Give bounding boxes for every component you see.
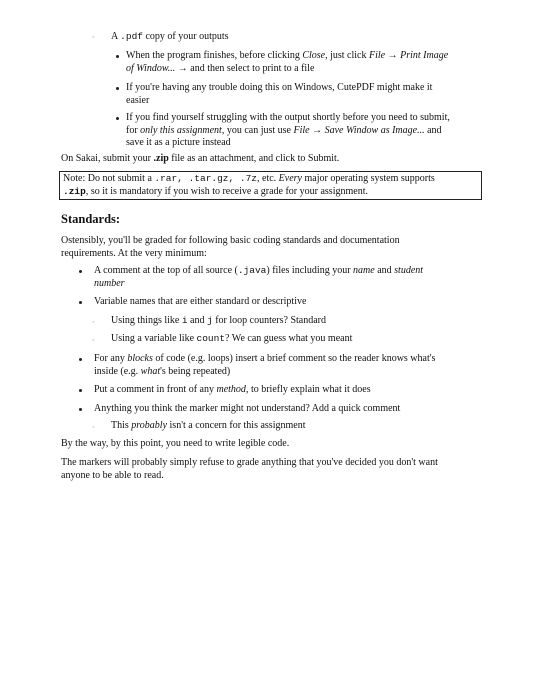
note-box: Note: Do not submit a .rar, .tar.gz, .7z, etc. Every major operating system supports .zip, so it is mandatory if you wish to receive a grade for your assignment.: [59, 171, 482, 200]
outputs-item: A .pdf copy of your outputs: [111, 31, 229, 42]
hollow-bullet: ◦: [92, 318, 95, 326]
count-variable-example: Using a variable like count? We can guess what you meant: [111, 333, 353, 344]
windows-tip: If you're having any trouble doing this on Windows, CutePDF might make it easier: [126, 82, 433, 106]
probably-not-concern: This probably isn't a concern for this assignment: [111, 420, 306, 431]
save-window-tip: If you find yourself struggling with the output shortly before you need to submit, for only this assignment, you can just use File → Save Window as Image... and save it as a picture instead: [126, 112, 450, 148]
standards-intro: Ostensibly, you'll be graded for following basic coding standards and documentation requirements. At the very minimum:: [61, 235, 400, 259]
bullet: [116, 87, 119, 90]
standard-variable-names: Variable names that are either standard or descriptive: [94, 296, 307, 307]
hollow-bullet: ◦: [92, 423, 95, 431]
legible-code-note: By the way, by this point, you need to write legible code.: [61, 438, 290, 449]
markers-refuse-note: The markers will probably simply refuse to grade anything that you've decided you don't want anyone to be able to read.: [61, 457, 438, 481]
hollow-bullet: ◦: [92, 336, 95, 344]
bullet: [79, 408, 82, 411]
print-instructions: When the program finishes, before clicking Close, just click File → Print Image of Window... → and then select to print to a file: [126, 50, 449, 74]
bullet: [79, 270, 82, 273]
bullet: [116, 117, 119, 120]
standard-quick-comment: Anything you think the marker might not understand? Add a quick comment: [94, 403, 401, 414]
loop-counter-example: Using things like i and j for loop counters? Standard: [111, 315, 327, 326]
bullet: [79, 301, 82, 304]
section-heading: Standards:: [61, 212, 121, 226]
bullet: [79, 389, 82, 392]
bullet: [116, 55, 119, 58]
hollow-bullet: ◦: [92, 33, 95, 41]
bullet: [79, 358, 82, 361]
standard-header-comment: A comment at the top of all source (.java) files including your name and student number: [94, 265, 424, 289]
standard-method-comments: Put a comment in front of any method, to briefly explain what it does: [94, 384, 371, 395]
standard-block-comments: For any blocks of code (e.g. loops) insert a brief comment so the reader knows what's inside (e.g. what's being repeated): [94, 353, 436, 377]
sakai-instructions: On Sakai, submit your .zip file as an attachment, and click to Submit.: [61, 153, 340, 164]
